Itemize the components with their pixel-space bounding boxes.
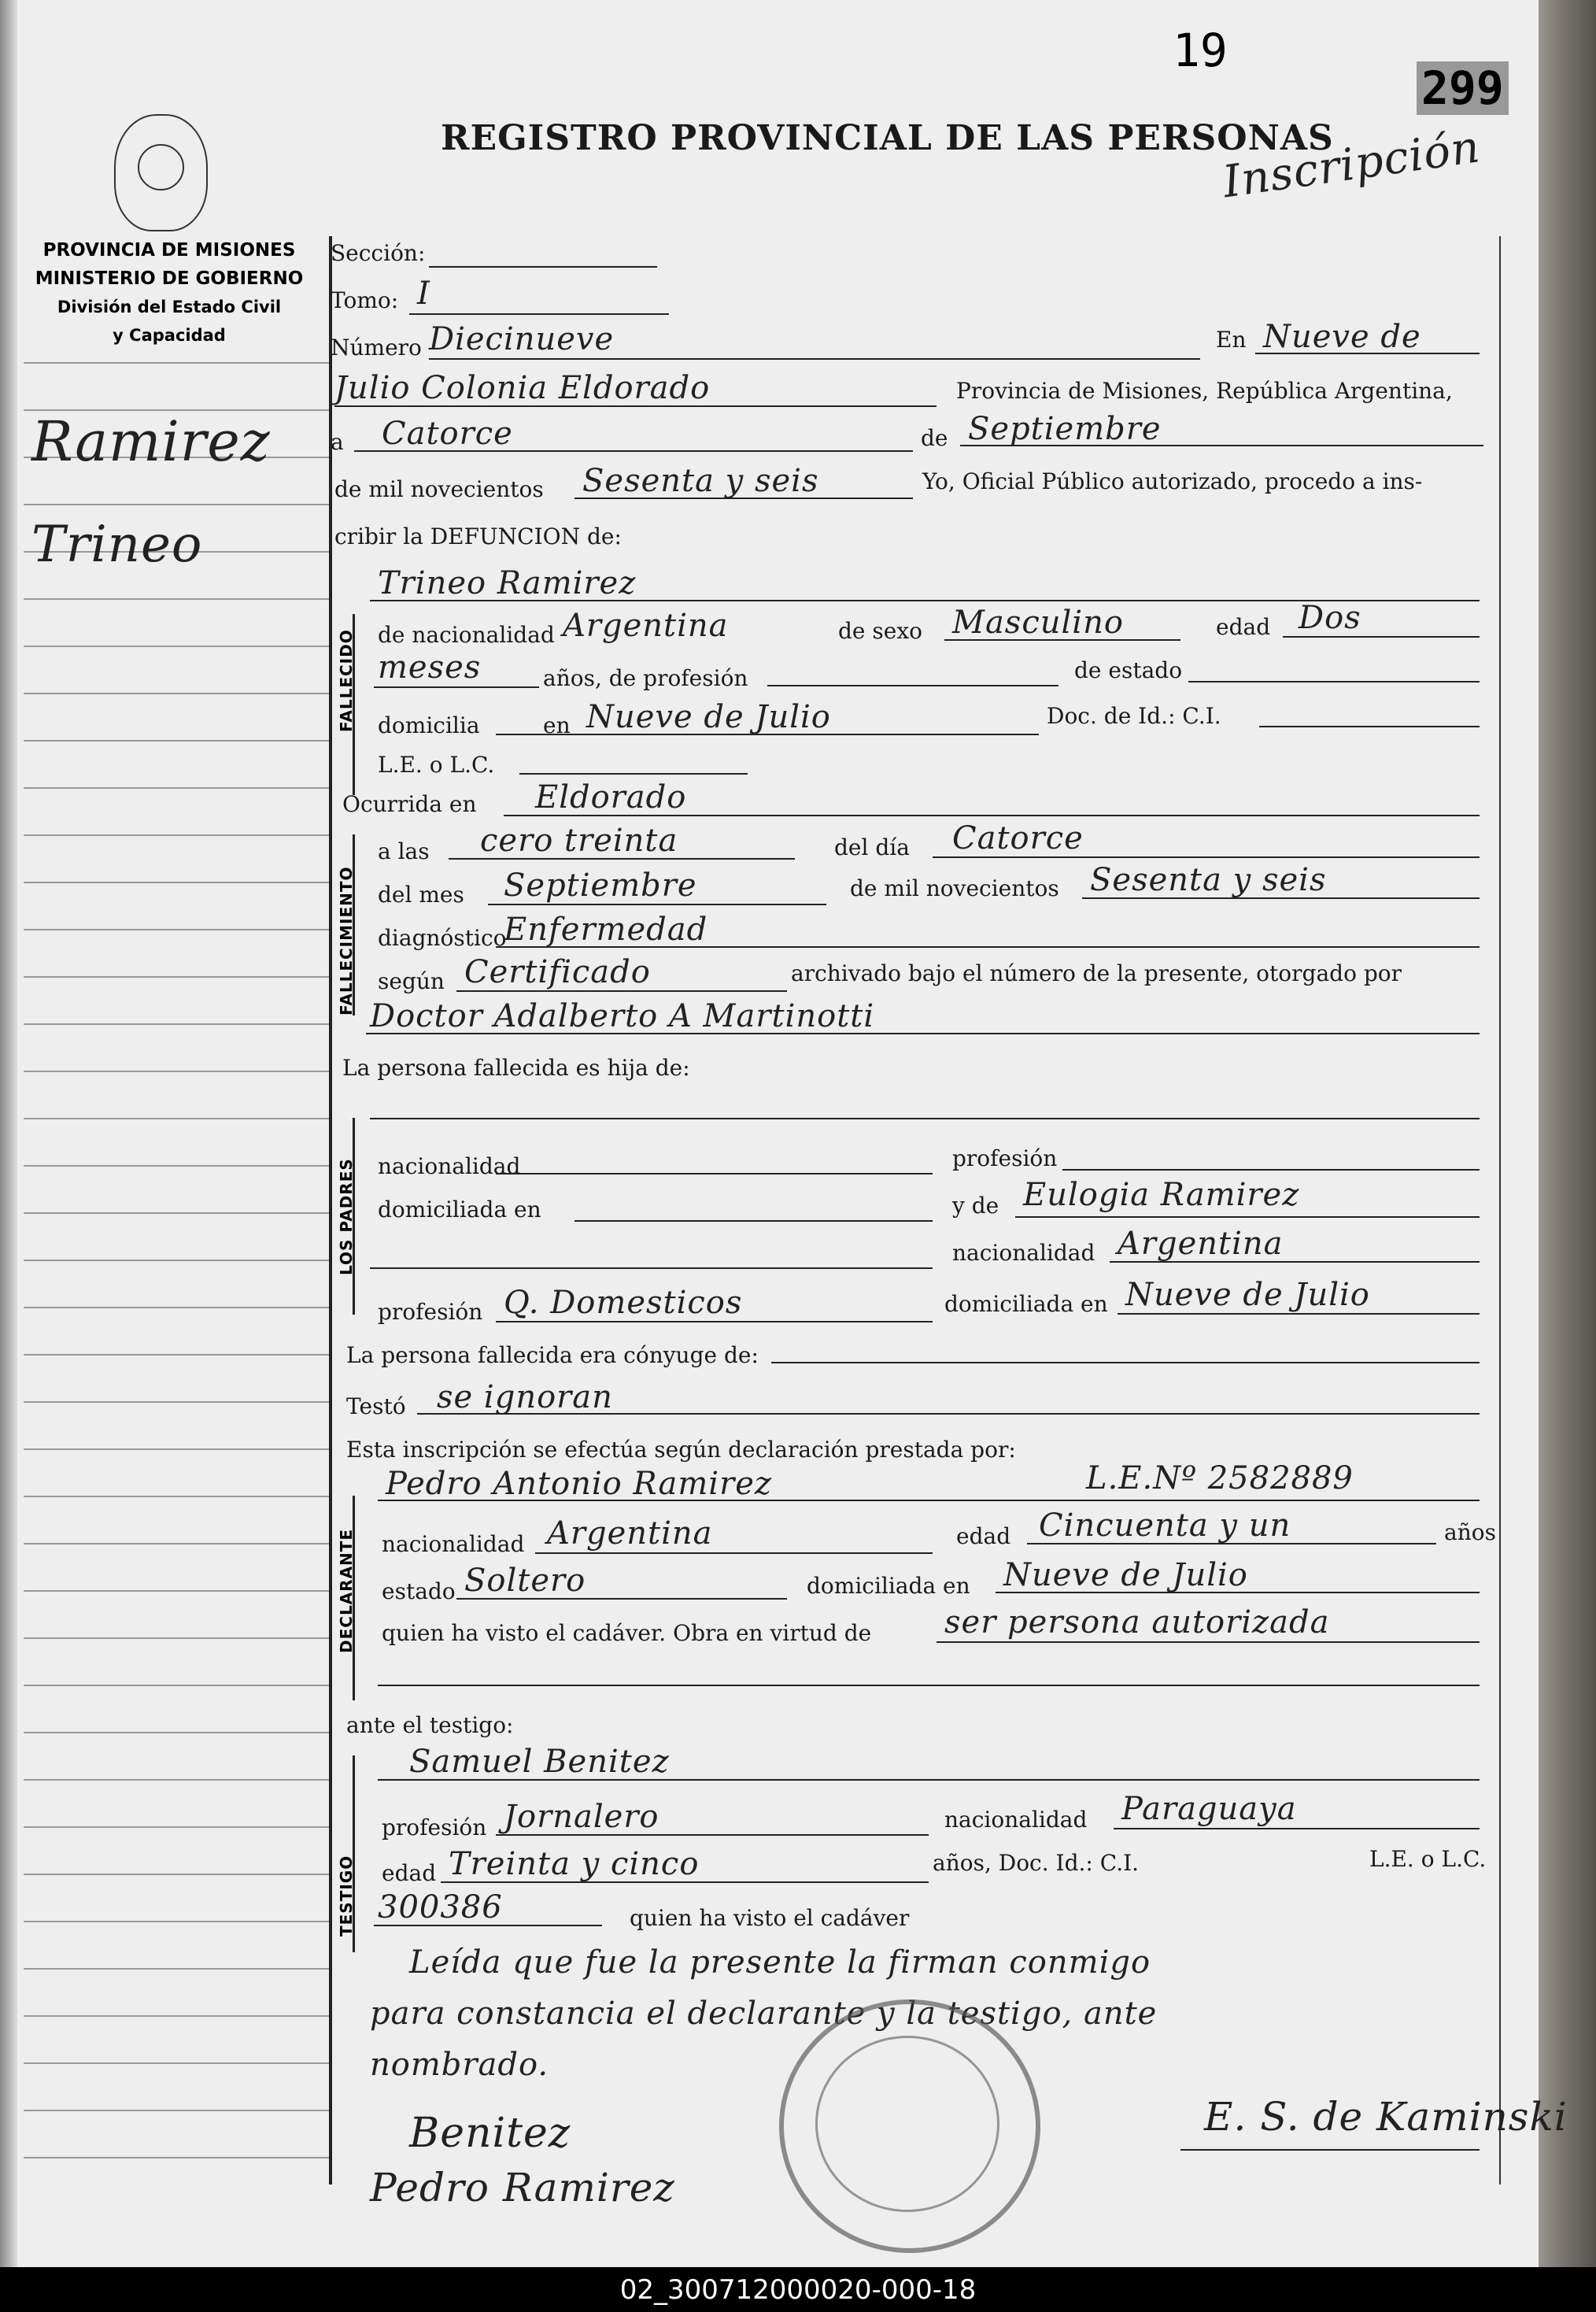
ocurrida-label: Ocurrida en	[342, 791, 477, 817]
page-number-top: 19	[1173, 24, 1228, 77]
inscripcion-text: Esta inscripción se efectúa según declaración prestada por:	[346, 1437, 1016, 1463]
declarante-estado-line	[456, 1598, 787, 1600]
oficial-text: Yo, Oficial Público autorizado, procedo a ins-	[922, 468, 1423, 494]
ocurrida-value: Eldorado	[535, 779, 687, 816]
numero-line	[429, 358, 1200, 360]
testo-label: Testó	[346, 1393, 406, 1419]
testigo-cadaver-text: quien ha visto el cadáver	[630, 1905, 910, 1931]
padre-nombre-line	[370, 1118, 1480, 1119]
en-line	[1255, 353, 1480, 354]
margin-rule	[24, 834, 331, 836]
testigo-profesion-label: profesión	[382, 1814, 487, 1840]
testigo-edad-label: edad	[382, 1860, 437, 1886]
margin-rule	[24, 2110, 331, 2111]
seccion-line	[429, 266, 657, 268]
madre-domiciliada-label: domiciliada en	[944, 1291, 1108, 1317]
le-label: L.E. o L.C.	[378, 752, 495, 778]
numero-label: Número	[331, 335, 422, 361]
right-column-rule	[1499, 236, 1501, 2184]
margin-rule	[24, 740, 331, 742]
domicilio-line	[496, 734, 1039, 735]
place-line	[334, 405, 937, 407]
margin-rule	[24, 1732, 331, 1733]
tomo-label: Tomo:	[331, 287, 399, 313]
declarante-edad-label: edad	[956, 1523, 1011, 1549]
margin-rule	[24, 882, 331, 883]
declarante-cadaver-text: quien ha visto el cadáver. Obra en virtud de	[382, 1620, 872, 1646]
numero-value: Diecinueve	[429, 321, 615, 357]
testigo-profesion: Jornalero	[504, 1799, 659, 1835]
estado-label: de estado	[1074, 657, 1183, 683]
madre-nacionalidad: Argentina	[1118, 1226, 1284, 1262]
fallecido-nombre: Trineo Ramirez	[378, 565, 637, 601]
declarante-nacionalidad-label: nacionalidad	[382, 1531, 525, 1557]
section-label-padres: LOS PADRES	[337, 1158, 356, 1275]
padre-profesion-label: profesión	[952, 1145, 1058, 1171]
declarante-estado: Soltero	[464, 1563, 586, 1599]
diagnostico-line	[496, 946, 1480, 948]
firma-testigo: Benitez	[409, 2110, 571, 2157]
declarante-nacionalidad: Argentina	[547, 1515, 713, 1552]
margin-rule	[24, 976, 331, 978]
dia-line	[354, 450, 913, 452]
hora-value: cero treinta	[480, 823, 678, 859]
margin-rule	[24, 1874, 331, 1875]
padre-nacionalidad-line	[496, 1173, 933, 1174]
archivado-text: archivado bajo el número de la presente, otorgado por	[791, 960, 1402, 986]
testo-line	[417, 1413, 1480, 1415]
declarante-domicilio: Nueve de Julio	[1003, 1557, 1248, 1593]
mes-fallecimiento: Septiembre	[504, 867, 697, 904]
del-dia-label: del día	[834, 834, 910, 860]
padre-domicilio-line	[574, 1220, 933, 1222]
medico-value: Doctor Adalberto A Martinotti	[370, 998, 875, 1034]
fallecido-sexo: Masculino	[952, 605, 1124, 641]
anios-profesion-label: años, de profesión	[543, 665, 748, 691]
declarante-nombre: Pedro Antonio Ramirez	[386, 1466, 772, 1502]
margin-rule	[24, 1212, 331, 1214]
segun-label: según	[378, 968, 445, 994]
edad-line	[1283, 636, 1480, 638]
madre-profesion-line	[496, 1321, 933, 1322]
margin-annotation: Inscripción	[1220, 121, 1483, 209]
sexo-label: de sexo	[838, 618, 922, 644]
declarante-extra-line	[378, 1685, 1480, 1686]
mes-value: Septiembre	[968, 411, 1162, 447]
margin-rule	[24, 1543, 331, 1544]
seccion-label: Sección:	[331, 240, 426, 266]
ministry-label: MINISTERIO DE GOBIERNO	[35, 268, 304, 289]
margin-rule	[24, 1968, 331, 1970]
testigo-le-label: L.E. o L.C.	[1369, 1846, 1487, 1872]
fallecido-nacionalidad: Argentina	[563, 608, 729, 644]
margin-rule	[24, 1921, 331, 1922]
book-spine	[1539, 0, 1596, 2267]
de-label: de	[921, 425, 948, 451]
provincia-text: Provincia de Misiones, República Argentina,	[956, 378, 1453, 404]
diagnostico-value: Enfermedad	[504, 912, 708, 948]
margin-rule	[24, 2157, 331, 2158]
margin-rule	[24, 929, 331, 930]
firma-declarante: Pedro Ramirez	[370, 2165, 675, 2210]
declarante-virtud: ser persona autorizada	[944, 1604, 1330, 1641]
profesion-line	[767, 685, 1058, 686]
edad2-line	[374, 686, 539, 688]
sexo-line	[944, 639, 1180, 641]
declarante-domicilio-line	[996, 1592, 1480, 1593]
margin-rule	[24, 1307, 331, 1308]
division-label: División del Estado Civil	[57, 298, 282, 316]
margin-rule	[24, 1590, 331, 1592]
dia-fallecimiento: Catorce	[952, 820, 1084, 856]
margin-rule	[24, 1496, 331, 1497]
a-las-label: a las	[378, 838, 430, 864]
madre-nombre: Eulogia Ramirez	[1023, 1177, 1300, 1213]
declarante-documento: L.E.Nº 2582889	[1086, 1460, 1354, 1496]
a-label: a	[331, 429, 344, 455]
doc-line	[1259, 726, 1480, 727]
margin-rule	[24, 1826, 331, 1828]
margin-rule	[24, 1448, 331, 1450]
issuing-authority	[24, 236, 315, 350]
tomo-line	[409, 313, 669, 315]
testigo-profesion-line	[496, 1834, 929, 1836]
anio-fallecimiento: Sesenta y seis	[1090, 862, 1327, 898]
declarante-edad: Cincuenta y un	[1039, 1507, 1291, 1544]
diagnostico-label: diagnóstico	[378, 925, 507, 951]
conyuge-line	[771, 1362, 1480, 1363]
madre-nacionalidad-label: nacionalidad	[952, 1240, 1095, 1266]
margin-rule	[24, 362, 331, 364]
tomo-value: I	[417, 276, 430, 312]
hora-line	[449, 858, 795, 860]
margin-rule	[24, 787, 331, 789]
mes-f-line	[488, 904, 826, 905]
segun-line	[456, 990, 787, 992]
madre-nacionalidad-line	[1110, 1261, 1480, 1263]
dia-f-line	[933, 856, 1480, 858]
margin-rule	[24, 1118, 331, 1119]
padre-profesion-line	[1062, 1169, 1480, 1171]
province-label: PROVINCIA DE MISIONES	[42, 240, 296, 261]
madre-profesion: Q. Domesticos	[504, 1285, 743, 1321]
anio-f-line	[1082, 897, 1480, 899]
hija-text: La persona fallecida es hija de:	[342, 1055, 690, 1081]
padre-nacionalidad-label: nacionalidad	[378, 1153, 521, 1179]
margin-rule	[24, 1779, 331, 1781]
firma-oficial: E. S. de Kaminski	[1204, 2094, 1568, 2140]
en-value: Nueve de	[1263, 319, 1421, 355]
section-label-declarante: DECLARANTE	[337, 1528, 356, 1653]
conyuge-text: La persona fallecida era cónyuge de:	[346, 1342, 759, 1368]
margin-rule	[24, 1165, 331, 1167]
cierre-linea-3: nombrado.	[370, 2047, 549, 2083]
en-label: En	[1216, 327, 1247, 353]
testigo-doc-line	[374, 1925, 602, 1926]
margin-rule	[24, 1685, 331, 1686]
section-label-fallecimiento: FALLECIMIENTO	[337, 866, 356, 1015]
edad-label: edad	[1216, 614, 1271, 640]
margin-rule	[24, 1401, 331, 1403]
document-title: REGISTRO PROVINCIAL DE LAS PERSONAS	[441, 118, 1334, 158]
estado-line	[1188, 681, 1480, 683]
cierre-linea-2: para constancia el declarante y la testigo, ante	[370, 1996, 1158, 2032]
declarante-estado-label: estado	[382, 1578, 456, 1604]
madre-nombre-line	[1015, 1216, 1480, 1218]
left-column-rule	[329, 236, 332, 2184]
margin-rule	[24, 1637, 331, 1639]
margin-given-name: Trineo	[31, 516, 203, 574]
dia-value: Catorce	[382, 416, 513, 452]
mes-line	[960, 445, 1483, 446]
madre-domicilio-line	[1118, 1313, 1480, 1315]
testigo-doc-numero: 300386	[378, 1889, 503, 1925]
page-number-stamp: 299	[1417, 61, 1509, 115]
declarante-virtud-line	[937, 1641, 1480, 1643]
mil-label: de mil novecientos	[334, 476, 544, 502]
margin-rule	[24, 1260, 331, 1261]
testigo-nacionalidad-label: nacionalidad	[944, 1807, 1088, 1833]
padre-domicilio-line2	[370, 1267, 933, 1269]
testigo-edad: Treinta y cinco	[449, 1846, 700, 1882]
declarante-domiciliada-label: domiciliada en	[807, 1573, 970, 1599]
testigo-edad-line	[441, 1881, 929, 1883]
margin-rule	[24, 598, 331, 600]
domicilio-label: domicilia	[378, 712, 480, 738]
testigo-nacionalidad: Paraguaya	[1121, 1791, 1297, 1827]
declarante-edad-line	[1027, 1543, 1436, 1544]
anio-value: Sesenta y seis	[582, 463, 819, 499]
margin-rule	[24, 1071, 331, 1072]
domicilio-en: en	[543, 712, 571, 738]
margin-rule	[24, 504, 331, 505]
margin-rule	[24, 1023, 331, 1025]
ocurrida-line	[504, 815, 1480, 816]
testigo-anios-doc-label: años, Doc. Id.: C.I.	[933, 1850, 1140, 1876]
ante-text: ante el testigo:	[346, 1712, 514, 1738]
le-line	[519, 773, 748, 775]
fallecido-edad: Dos	[1299, 600, 1361, 636]
margin-rule	[24, 2015, 331, 2017]
margin-rule	[24, 693, 331, 694]
madre-domicilio: Nueve de Julio	[1125, 1277, 1370, 1313]
del-mes-label: del mes	[378, 882, 464, 908]
section-label-fallecido: FALLECIDO	[337, 629, 356, 732]
margin-rule	[24, 1354, 331, 1356]
nacionalidad-label: de nacionalidad	[378, 622, 555, 648]
fallecido-edad2: meses	[378, 649, 482, 686]
binding-edge	[0, 0, 17, 2267]
cierre-linea-1: Leída que fue la presente la firman conmigo	[409, 1944, 1151, 1981]
madre-profesion-label: profesión	[378, 1299, 483, 1325]
anio-line	[574, 498, 913, 499]
declarante-anios-label: años	[1444, 1519, 1496, 1545]
firma-oficial-line	[1180, 2149, 1480, 2151]
testo-value: se ignoran	[437, 1379, 613, 1415]
margin-surname: Ramirez	[31, 409, 271, 474]
margin-rule	[24, 646, 331, 647]
medico-line	[366, 1033, 1480, 1034]
segun-value: Certificado	[464, 954, 651, 990]
margin-rule	[24, 2062, 331, 2064]
official-seal-stamp	[779, 1999, 1040, 2253]
section-label-testigo: TESTIGO	[337, 1855, 356, 1937]
cribir-text: cribir la DEFUNCION de:	[334, 523, 622, 549]
mil-f-label: de mil novecientos	[850, 875, 1059, 901]
testigo-nombre: Samuel Benitez	[409, 1744, 670, 1780]
declarante-nombre-line	[378, 1500, 1480, 1501]
padre-domiciliada-label: domiciliada en	[378, 1197, 541, 1223]
place-value: Julio Colonia Eldorado	[334, 370, 711, 406]
declarante-nacionalidad-line	[535, 1552, 933, 1554]
y-de-label: y de	[952, 1193, 999, 1219]
image-caption: 02_300712000020-000-18	[0, 2267, 1596, 2312]
coat-of-arms-icon	[114, 114, 208, 231]
doc-label: Doc. de Id.: C.I.	[1047, 703, 1221, 729]
testigo-nacionalidad-line	[1114, 1828, 1480, 1829]
fallecido-domicilio: Nueve de Julio	[586, 699, 831, 735]
capacity-label: y Capacidad	[113, 326, 226, 345]
testigo-nombre-line	[378, 1779, 1480, 1781]
